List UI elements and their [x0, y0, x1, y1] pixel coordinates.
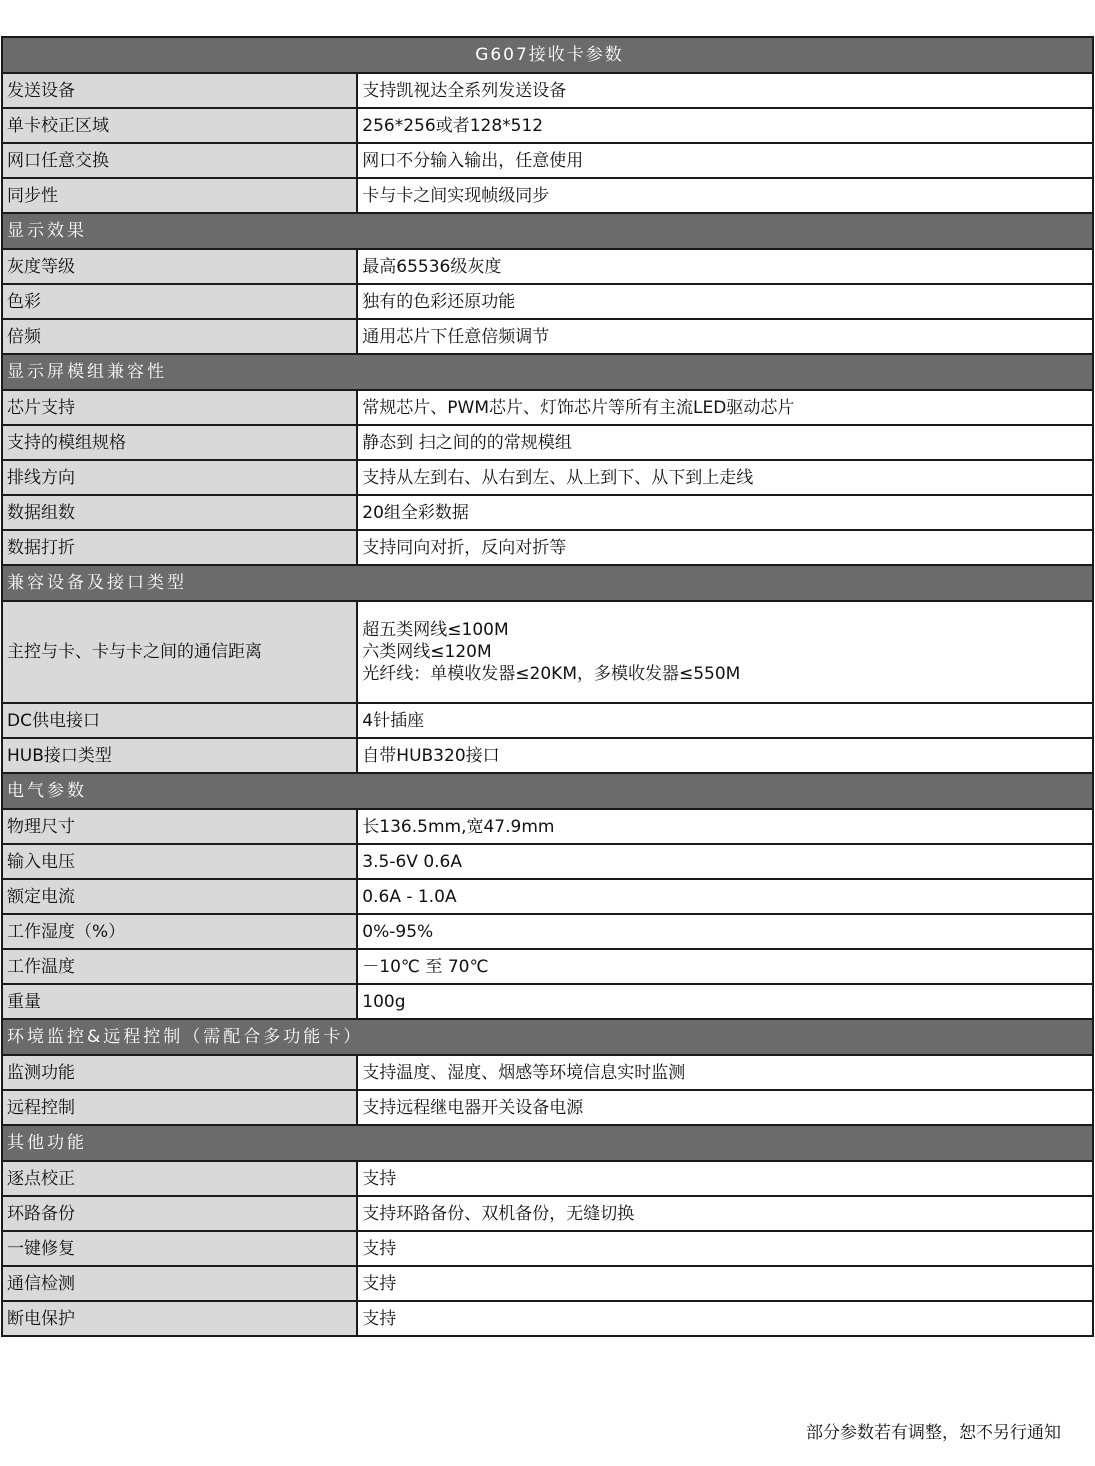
- row-value: [357, 530, 1093, 565]
- value-line: 支持: [362, 1308, 397, 1329]
- table-row: [2, 73, 1093, 108]
- row-value: [357, 1161, 1093, 1196]
- table-title: G607接收卡参数: [2, 37, 1093, 73]
- section-header: 其他功能: [2, 1125, 1093, 1161]
- value-line: 支持温度、湿度、烟感等环境信息实时监测: [362, 1062, 686, 1083]
- row-value: [357, 703, 1093, 738]
- row-value: [357, 738, 1093, 773]
- row-value: [357, 914, 1093, 949]
- table-row: [2, 249, 1093, 284]
- section-header-row: [2, 565, 1093, 601]
- row-value: [357, 319, 1093, 354]
- table-row: [2, 390, 1093, 425]
- row-label: 监测功能: [2, 1055, 357, 1090]
- table-row: [2, 949, 1093, 984]
- row-label: 输入电压: [2, 844, 357, 879]
- table-row: [2, 143, 1093, 178]
- value-line: 六类网线≤120M: [362, 642, 492, 662]
- value-line: 20组全彩数据: [362, 502, 469, 523]
- section-header: 电气参数: [2, 773, 1093, 809]
- row-label: 断电保护: [2, 1301, 357, 1336]
- row-value: [357, 495, 1093, 530]
- row-value: [357, 1090, 1093, 1125]
- table-row: [2, 1055, 1093, 1090]
- value-line: 支持从左到右、从右到左、从上到下、从下到上走线: [362, 467, 754, 488]
- row-label: HUB接口类型: [2, 738, 357, 773]
- value-line: 0%-95%: [362, 921, 434, 942]
- section-header: 兼容设备及接口类型: [2, 565, 1093, 601]
- row-value: [357, 949, 1093, 984]
- table-row: [2, 108, 1093, 143]
- section-header-row: [2, 1125, 1093, 1161]
- table-row: [2, 1196, 1093, 1231]
- row-label: 网口任意交换: [2, 143, 357, 178]
- row-value: [357, 879, 1093, 914]
- row-label: 工作湿度（%）: [2, 914, 357, 949]
- row-label: 重量: [2, 984, 357, 1019]
- row-value: [357, 249, 1093, 284]
- row-value: [357, 1266, 1093, 1301]
- value-line: 支持: [362, 1238, 397, 1259]
- row-value: [357, 284, 1093, 319]
- row-label: 环路备份: [2, 1196, 357, 1231]
- value-line: 常规芯片、PWM芯片、灯饰芯片等所有主流LED驱动芯片: [362, 397, 795, 418]
- row-label: 主控与卡、卡与卡之间的通信距离: [2, 601, 357, 703]
- row-value: [357, 809, 1093, 844]
- table-row: [2, 809, 1093, 844]
- table-row: [2, 879, 1093, 914]
- table-row: [2, 284, 1093, 319]
- value-line: 4针插座: [362, 710, 425, 731]
- value-line: 256*256或者128*512: [362, 115, 544, 136]
- table-row: [2, 425, 1093, 460]
- row-label: 单卡校正区域: [2, 108, 357, 143]
- table-row: [2, 1266, 1093, 1301]
- row-label: 通信检测: [2, 1266, 357, 1301]
- table-row: [2, 738, 1093, 773]
- value-line: 支持远程继电器开关设备电源: [362, 1097, 584, 1118]
- value-line: 最高65536级灰度: [362, 256, 502, 277]
- row-label: 额定电流: [2, 879, 357, 914]
- row-label: DC供电接口: [2, 703, 357, 738]
- value-line: 静态到 扫之间的的常规模组: [362, 432, 572, 453]
- table-row: [2, 703, 1093, 738]
- section-header-row: [2, 213, 1093, 249]
- row-label: 色彩: [2, 284, 357, 319]
- value-line: 0.6A - 1.0A: [362, 886, 457, 907]
- value-line: 卡与卡之间实现帧级同步: [362, 185, 550, 206]
- table-row: [2, 178, 1093, 213]
- row-value: [357, 178, 1093, 213]
- row-value: [357, 1055, 1093, 1090]
- section-header: 显示屏模组兼容性: [2, 354, 1093, 390]
- table-row: [2, 844, 1093, 879]
- section-header: 显示效果: [2, 213, 1093, 249]
- value-line: 长136.5mm,宽47.9mm: [362, 816, 555, 837]
- value-line: 支持: [362, 1273, 397, 1294]
- value-line: 100g: [362, 991, 406, 1012]
- value-line: 网口不分输入输出，任意使用: [362, 150, 584, 171]
- value-line: 支持环路备份、双机备份，无缝切换: [362, 1203, 635, 1224]
- row-value: [357, 1301, 1093, 1336]
- table-row: [2, 984, 1093, 1019]
- row-label: 工作温度: [2, 949, 357, 984]
- row-label: 同步性: [2, 178, 357, 213]
- row-label: 数据打折: [2, 530, 357, 565]
- value-line: 自带HUB320接口: [362, 745, 500, 766]
- value-line: 超五类网线≤100M: [362, 620, 509, 640]
- row-value: [357, 601, 1093, 703]
- row-value: [357, 844, 1093, 879]
- row-label: 排线方向: [2, 460, 357, 495]
- row-label: 数据组数: [2, 495, 357, 530]
- row-label: 一键修复: [2, 1231, 357, 1266]
- row-label: 远程控制: [2, 1090, 357, 1125]
- row-value: [357, 390, 1093, 425]
- spec-table: [1, 36, 1094, 1337]
- footer-note: 部分参数若有调整，恕不另行通知: [806, 1423, 1061, 1443]
- table-row: [2, 601, 1093, 703]
- section-header-row: [2, 354, 1093, 390]
- row-label: 支持的模组规格: [2, 425, 357, 460]
- table-row: [2, 1090, 1093, 1125]
- value-line: 支持凯视达全系列发送设备: [362, 80, 567, 101]
- row-value: [357, 984, 1093, 1019]
- table-row: [2, 460, 1093, 495]
- title-row: [2, 37, 1093, 73]
- row-value: [357, 108, 1093, 143]
- table-row: [2, 319, 1093, 354]
- row-label: 逐点校正: [2, 1161, 357, 1196]
- value-line: －10℃ 至 70℃: [362, 956, 489, 977]
- table-row: [2, 1161, 1093, 1196]
- table-row: [2, 495, 1093, 530]
- section-header: 环境监控&远程控制（需配合多功能卡）: [2, 1019, 1093, 1055]
- table-row: [2, 530, 1093, 565]
- value-line: 独有的色彩还原功能: [362, 291, 516, 312]
- value-line: 3.5-6V 0.6A: [362, 851, 462, 872]
- row-label: 芯片支持: [2, 390, 357, 425]
- section-header-row: [2, 773, 1093, 809]
- row-value: [357, 425, 1093, 460]
- row-value: [357, 143, 1093, 178]
- row-label: 发送设备: [2, 73, 357, 108]
- row-label: 物理尺寸: [2, 809, 357, 844]
- value-line: 通用芯片下任意倍频调节: [362, 326, 550, 347]
- value-line: 支持同向对折，反向对折等: [362, 537, 567, 558]
- row-value: [357, 1196, 1093, 1231]
- row-value: [357, 1231, 1093, 1266]
- table-row: [2, 1231, 1093, 1266]
- row-label: 灰度等级: [2, 249, 357, 284]
- row-label: 倍频: [2, 319, 357, 354]
- value-line: 支持: [362, 1168, 397, 1189]
- section-header-row: [2, 1019, 1093, 1055]
- table-row: [2, 914, 1093, 949]
- row-value: [357, 460, 1093, 495]
- table-row: [2, 1301, 1093, 1336]
- row-value: [357, 73, 1093, 108]
- value-line: 光纤线：单模收发器≤20KM，多模收发器≤550M: [362, 664, 741, 684]
